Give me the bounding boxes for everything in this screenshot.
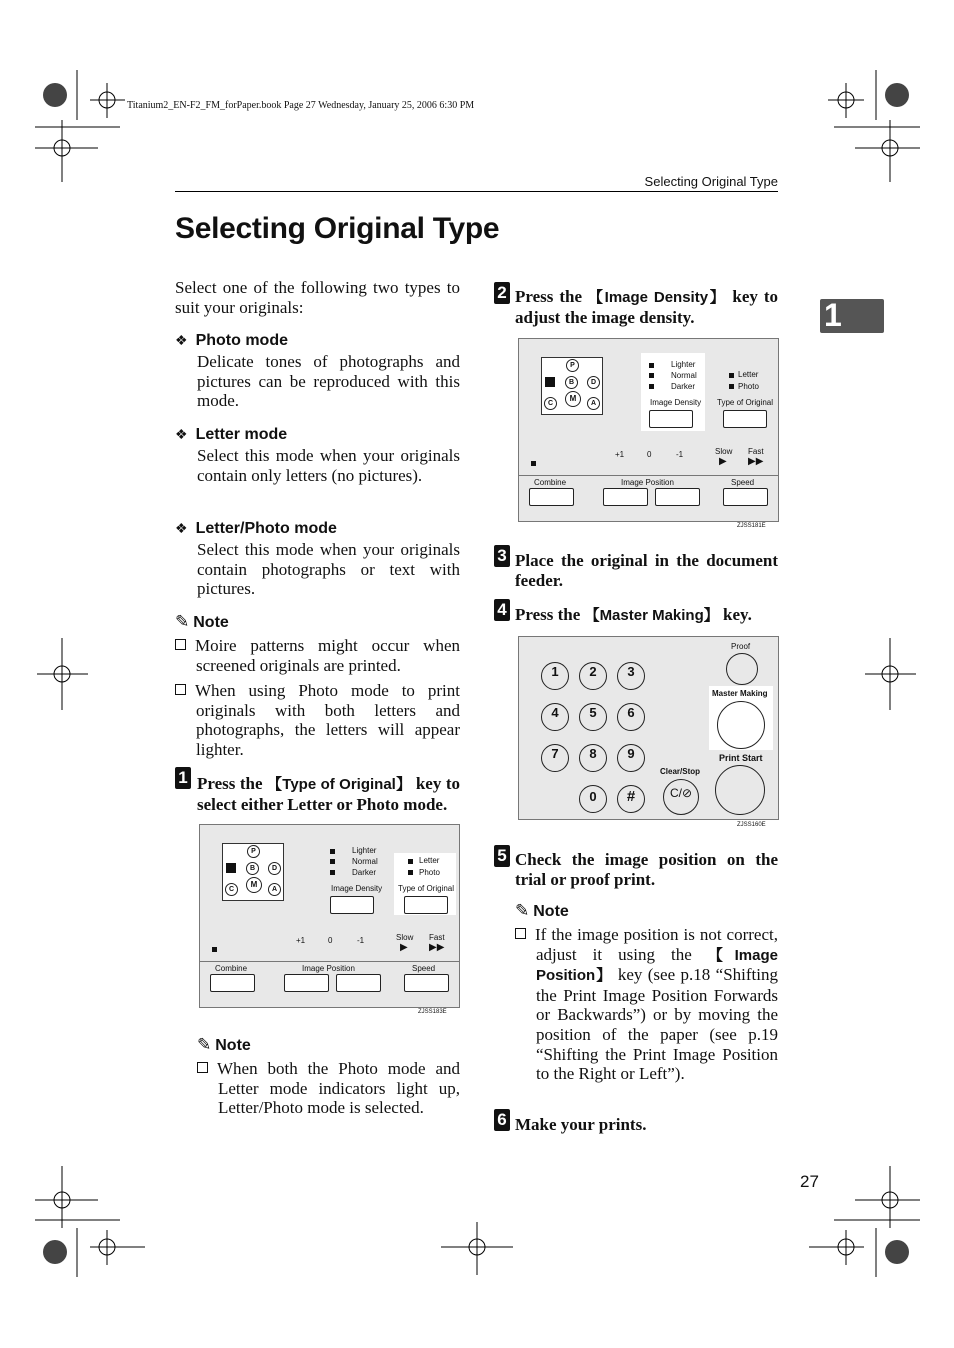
figure-code: ZJSS183E [418, 1009, 447, 1015]
mode-desc: Delicate tones of photographs and pictures can be reproduced with this mode. [197, 352, 460, 411]
note-label: Note [193, 614, 229, 631]
note-step-1 [197, 1035, 460, 1118]
step-1-text: Press the 【Type of Original】 key to select either Letter or Photo mode. [197, 774, 460, 814]
header-rule [175, 191, 778, 192]
step-number: 2 [494, 282, 510, 304]
diamond-bullet-icon: ❖ [175, 428, 188, 443]
pencil-icon: ✎ [515, 901, 530, 920]
keypad-illustration: 1 2 3 4 5 6 7 8 9 0 # Proof Master Making Print Start Clear/Stop C/⊘ [518, 636, 779, 820]
figure-code: ZJSS160E [737, 822, 766, 828]
page-number: 27 [800, 1172, 819, 1191]
pencil-icon: ✎ [197, 1035, 212, 1054]
step-number: 1 [175, 767, 191, 789]
step-5-text: Check the image position on the trial or proof print. [515, 850, 778, 889]
running-header: Selecting Original Type [644, 174, 778, 189]
checkbox-bullet-icon [175, 684, 186, 695]
note-1 [175, 612, 460, 760]
diamond-bullet-icon: ❖ [175, 522, 188, 537]
checkbox-bullet-icon [175, 639, 186, 650]
control-panel-illustration: P B D M C A Lighter Normal Darker Image Density Letter Photo Type of Original +1 0 -1 Slow Fast ▶ ▶▶ Combine Image Position Speed [199, 824, 460, 1008]
step-number: 5 [494, 845, 510, 867]
step-6-text: Make your prints. [515, 1115, 647, 1134]
note-item: If the image position is not correct, adjust it using the 【Image Position】 key (see p.18 “Shifting the Print Image Position Forwards or Backwards”) or by moving the position of the paper (see p.19 “Shifting the Print Image Position to the Right or Left”). [515, 925, 778, 1084]
step-3-text: Place the original in the document feeder. [515, 551, 778, 590]
mode-title: Letter/Photo mode [195, 520, 337, 537]
step-number: 4 [494, 599, 510, 621]
mode-title: Photo mode [195, 332, 288, 349]
step-number: 3 [494, 545, 510, 567]
note-item: Moire patterns might occur when screened originals are printed. [175, 636, 460, 675]
control-panel-illustration: P B D M C A Lighter Normal Darker Image Density Letter Photo Type of Original +1 0 -1 Slow Fast ▶ ▶▶ Combine Image Position Speed [518, 338, 779, 522]
print-header: Titanium2_EN-F2_FM_forPaper.book Page 27 Wednesday, January 25, 2006 6:30 PM [127, 100, 475, 111]
intro-text: Select one of the following two types to suit your originals: [175, 278, 460, 317]
mode-desc: Select this mode when your originals contain only letters (no pictures). [197, 446, 460, 485]
mode-letter [175, 426, 460, 485]
step-4-text: Press the 【Master Making】 key. [515, 605, 752, 624]
key-image-position: 【Image Position】 [536, 946, 778, 985]
step-number: 6 [494, 1109, 510, 1131]
page-title: Selecting Original Type [175, 212, 500, 245]
key-type-of-original: 【Type of Original】 [267, 776, 412, 793]
mode-photo [175, 332, 460, 411]
step-2-text: Press the 【Image Density】 key to adjust the image density. [515, 287, 778, 327]
diamond-bullet-icon: ❖ [175, 334, 188, 349]
key-master-making: 【Master Making】 [584, 607, 719, 624]
note-label: Note [215, 1037, 251, 1054]
pencil-icon: ✎ [175, 612, 190, 631]
note-label: Note [533, 903, 569, 920]
mode-desc: Select this mode when your originals contain photographs or text with pictures. [197, 540, 460, 599]
note-item: When both the Photo mode and Letter mode indicators light up, Letter/Photo mode is selected. [197, 1059, 460, 1118]
mode-title: Letter mode [195, 426, 288, 443]
note-item: When using Photo mode to print originals with both letters and photographs, the letters will appear lighter. [175, 681, 460, 759]
mode-letter-photo [175, 520, 460, 599]
figure-code: ZJSS181E [737, 523, 766, 529]
checkbox-bullet-icon [197, 1062, 208, 1073]
key-image-density: 【Image Density】 [587, 289, 727, 306]
chapter-number: 1 [824, 297, 842, 333]
note-step-5 [515, 901, 778, 1084]
checkbox-bullet-icon [515, 928, 526, 939]
chapter-tab [820, 299, 884, 333]
